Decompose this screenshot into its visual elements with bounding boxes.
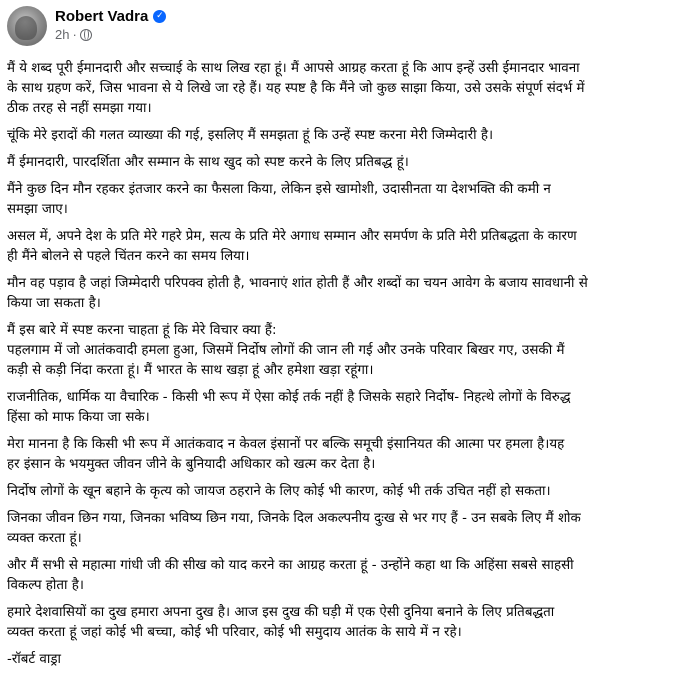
post-meta <box>55 6 166 42</box>
timestamp-row <box>55 27 166 42</box>
post-paragraph <box>7 153 680 173</box>
post-text-line: विकल्प होता है। <box>7 578 84 593</box>
post-paragraph <box>7 435 680 475</box>
post-text-line: किया जा सकता है। <box>7 296 101 311</box>
post-header <box>7 6 680 50</box>
post-text-line: राजनीतिक, धार्मिक या वैचारिक - किसी भी रूप में ऐसा कोई तर्क नहीं है जिसके सहारे निर्दोष- निहत्थे लोगों के विरुद्ध <box>7 390 571 405</box>
post-paragraph <box>7 650 680 670</box>
separator-dot: · <box>72 27 77 42</box>
post-text-line: व्यक्त करता हूं जहां कोई भी बच्चा, कोई भी परिवार, कोई भी समुदाय आतंक के साये में न रहे। <box>7 625 462 640</box>
post-text-line: हिंसा को माफ किया जा सके। <box>7 410 150 425</box>
post-text-line: मौन वह पड़ाव है जहां जिम्मेदारी परिपक्व होती है, भावनाएं शांत होती हैं और शब्दों का चयन आवेग के बजाय सावधानी से <box>7 276 588 291</box>
post-paragraph <box>7 388 680 428</box>
post-text-line: व्यक्त करता हूं। <box>7 531 82 546</box>
post-text-line: हमारे देशवासियों का दुख हमारा अपना दुख है। आज इस दुख की घड़ी में एक ऐसी दुनिया बनाने के लिए प्रतिबद्धता <box>7 605 555 620</box>
post-timestamp[interactable]: 2h <box>55 27 70 42</box>
post-paragraph <box>7 59 680 119</box>
post-paragraph <box>7 603 680 643</box>
globe-icon[interactable] <box>80 29 92 41</box>
author-name[interactable]: Robert Vadra <box>55 8 149 25</box>
post-text-line: ही मैंने बोलने से पहले चिंतन करने का समय लिया। <box>7 249 250 264</box>
post-text-line: पहलगाम में जो आतंकवादी हमला हुआ, जिसमें निर्दोष लोगों की जान ली गई और उनके परिवार बिखर गए, उसकी मैं <box>7 343 565 358</box>
author-row <box>55 8 166 25</box>
post-text-line: मैं इस बारे में स्पष्ट करना चाहता हूं कि मेरे विचार क्या हैं: <box>7 323 277 338</box>
post-text-line: कड़ी से कड़ी निंदा करता हूं। मैं भारत के साथ खड़ा हूं और हमेशा खड़ा रहूंगा। <box>7 363 374 378</box>
post-text-line: मेरा मानना है कि किसी भी रूप में आतंकवाद न केवल इंसानों पर बल्कि समूची इंसानियत की आत्मा पर हमला है।यह <box>7 437 565 452</box>
post-text-line: असल में, अपने देश के प्रति मेरे गहरे प्रेम, सत्य के प्रति मेरे अगाध सम्मान और समर्पण के प्रति मेरी प्रतिबद्धता के कारण <box>7 229 577 244</box>
post-paragraph <box>7 180 680 220</box>
post-text-line: -रॉबर्ट वाड्रा <box>7 652 61 667</box>
verified-badge-icon: ✓ <box>153 10 166 23</box>
post-text-line: मैं ये शब्द पूरी ईमानदारी और सच्चाई के साथ लिख रहा हूं। मैं आपसे आग्रह करता हूं कि आप इन्हें उसी ईमानदार भावना <box>7 61 580 76</box>
post-text-line: ठीक तरह से नहीं समझा गया। <box>7 101 152 116</box>
post-text-line: और मैं सभी से महात्मा गांधी जी की सीख को याद करने का आग्रह करता हूं - उन्होंने कहा था कि अहिंसा सबसे साहसी <box>7 558 574 573</box>
post-paragraph <box>7 509 680 549</box>
post-text-line: निर्दोष लोगों के खून बहाने के कृत्य को जायज ठहराने के लिए कोई भी कारण, कोई भी तर्क उचित नहीं हो सकता। <box>7 484 551 499</box>
post-paragraph <box>7 274 680 314</box>
post-paragraph <box>7 321 680 381</box>
post-text-line: जिनका जीवन छिन गया, जिनका भविष्य छिन गया, जिनके दिल अकल्पनीय दुःख से भर गए हैं - उन सबके लिए मैं शोक <box>7 511 581 526</box>
post-text-line: चूंकि मेरे इरादों की गलत व्याख्या की गई, इसलिए मैं समझता हूं कि उन्हें स्पष्ट करना मेरी जिम्मेदारी है। <box>7 128 494 143</box>
post-paragraph <box>7 227 680 267</box>
post-paragraph <box>7 482 680 502</box>
post-text-line: हर इंसान के भयमुक्त जीवन जीने के बुनियादी अधिकार को खत्म कर देता है। <box>7 457 376 472</box>
post-text-line: समझा जाए। <box>7 202 68 217</box>
post-text-line: मैंने कुछ दिन मौन रहकर इंतजार करने का फैसला किया, लेकिन इसे खामोशी, उदासीनता या देशभक्ति की कमी न <box>7 182 551 197</box>
post-paragraph <box>7 556 680 596</box>
post-body <box>7 59 680 670</box>
post-text-line: के साथ ग्रहण करें, जिस भावना से ये लिखे जा रहे हैं। यह स्पष्ट है कि मैंने जो कुछ साझा किया, उसे उसके संपूर्ण संदर्भ में <box>7 81 585 96</box>
post-text-line: मैं ईमानदारी, पारदर्शिता और सम्मान के साथ खुद को स्पष्ट करने के लिए प्रतिबद्ध हूं। <box>7 155 409 170</box>
avatar[interactable] <box>7 6 47 46</box>
post-paragraph <box>7 126 680 146</box>
